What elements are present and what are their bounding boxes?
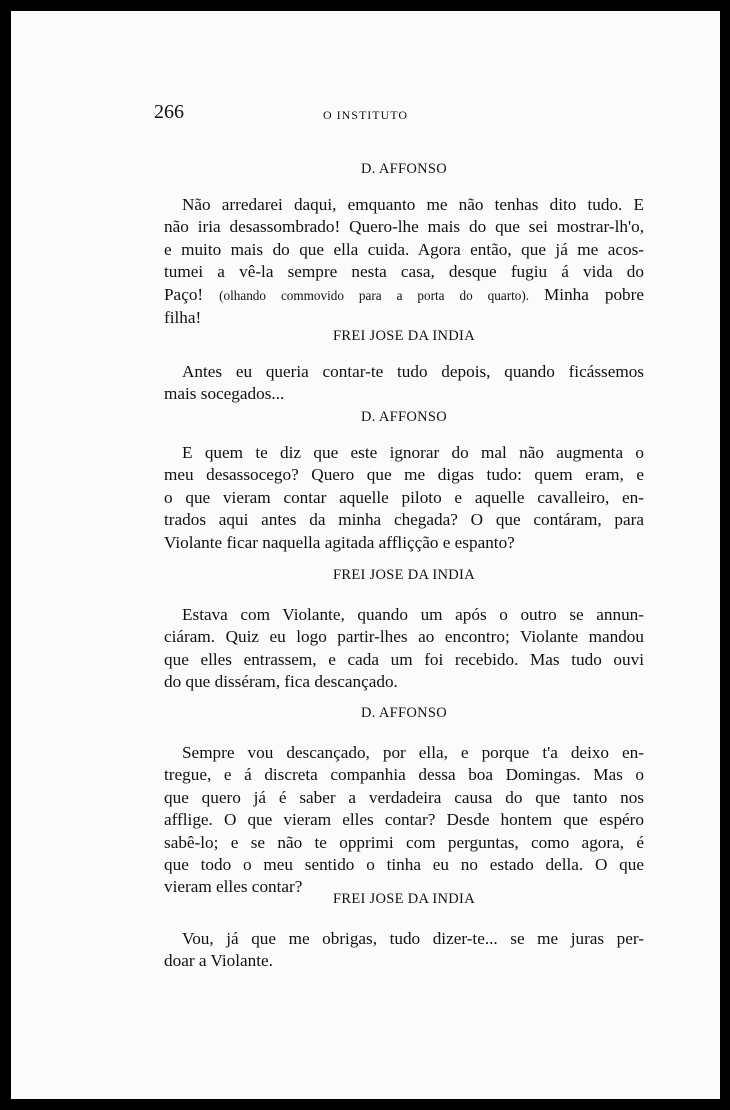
text-line: o que vieram contar aquelle piloto e aquelle cavalleiro, en- [164, 487, 644, 507]
speech-text [164, 928, 644, 973]
speaker-name: D. AFFONSO [361, 705, 447, 721]
speaker-name: FREI JOSE DA INDIA [333, 891, 475, 907]
speaker-name: D. AFFONSO [361, 409, 447, 425]
text-line: Sempre vou descançado, por ella, e porque t'a deixo en- [182, 743, 644, 762]
speech-text [164, 442, 644, 554]
text-line: que elles entrassem, e cada um foi recebido. Mas tudo ouvi [164, 649, 644, 669]
text-line: doar a Violante. [164, 951, 273, 971]
speaker-name: FREI JOSE DA INDIA [333, 328, 475, 344]
text-line: E quem te diz que este ignorar do mal não augmenta o [182, 443, 644, 462]
text-line: Paço! (olhando commovido para a porta do quarto). Minha pobre [164, 284, 644, 304]
page-number: 266 [154, 101, 184, 123]
text-line: Violante ficar naquella agitada affliçção e espanto? [164, 532, 515, 552]
dialogue-block [164, 705, 644, 899]
book-page [11, 11, 720, 1099]
text-line: não iria desassombrado! Quero-lhe mais do que sei mostrar-lh'o, [164, 217, 644, 237]
dialogue-block [164, 567, 644, 694]
stage-direction: (olhando commovido para a porta do quarto). [219, 287, 545, 303]
speaker-name: FREI JOSE DA INDIA [333, 567, 475, 583]
text-line: vieram elles contar? [164, 877, 303, 897]
text-line: ciáram. Quiz eu logo partir-lhes ao encontro; Violante mandou [164, 627, 644, 647]
text-line: que todo o meu sentido o tinha eu no estado della. O que [164, 855, 644, 875]
text-line: tumei a vê-la sempre nesta casa, desque fugiu á vida do [164, 262, 644, 282]
text-line: Não arredarei daqui, emquanto me não tenhas dito tudo. E [182, 195, 644, 214]
text-line: Estava com Violante, quando um após o outro se annun- [182, 605, 644, 624]
text-line: filha! [164, 308, 202, 328]
text-line: trados aqui antes da minha chegada? O que contáram, para [164, 510, 644, 530]
text-line: Antes eu queria contar-te tudo depois, quando ficássemos [182, 362, 644, 381]
text-line: mais socegados... [164, 384, 285, 404]
dialogue-block [164, 409, 644, 554]
dialogue-block [164, 161, 644, 329]
text-line: meu desassocego? Quero que me digas tudo: quem eram, e [164, 465, 644, 485]
journal-title: O INSTITUTO [322, 108, 409, 122]
text-line: afflige. O que vieram elles contar? Desde hontem que espéro [164, 810, 644, 830]
text-line: que quero já é saber a verdadeira causa do que tanto nos [164, 787, 644, 807]
running-header [11, 101, 720, 131]
text-line: do que disséram, fica descançado. [164, 672, 398, 692]
text-line: Vou, já que me obrigas, tudo dizer-te... se me juras per- [182, 929, 644, 948]
dialogue-block [164, 891, 644, 973]
text-line: e muito mais do que ella cuida. Agora então, que já me acos- [164, 239, 644, 259]
speech-text [164, 604, 644, 694]
speech-text [164, 361, 644, 406]
dialogue-block [164, 328, 644, 406]
text-line: tregue, e á discreta companhia dessa boa Domingas. Mas o [164, 765, 644, 785]
speech-text [164, 194, 644, 329]
text-line: sabê-lo; e se não te opprimi com perguntas, como agora, é [164, 832, 644, 852]
speaker-name: D. AFFONSO [361, 161, 447, 177]
speech-text [164, 742, 644, 899]
